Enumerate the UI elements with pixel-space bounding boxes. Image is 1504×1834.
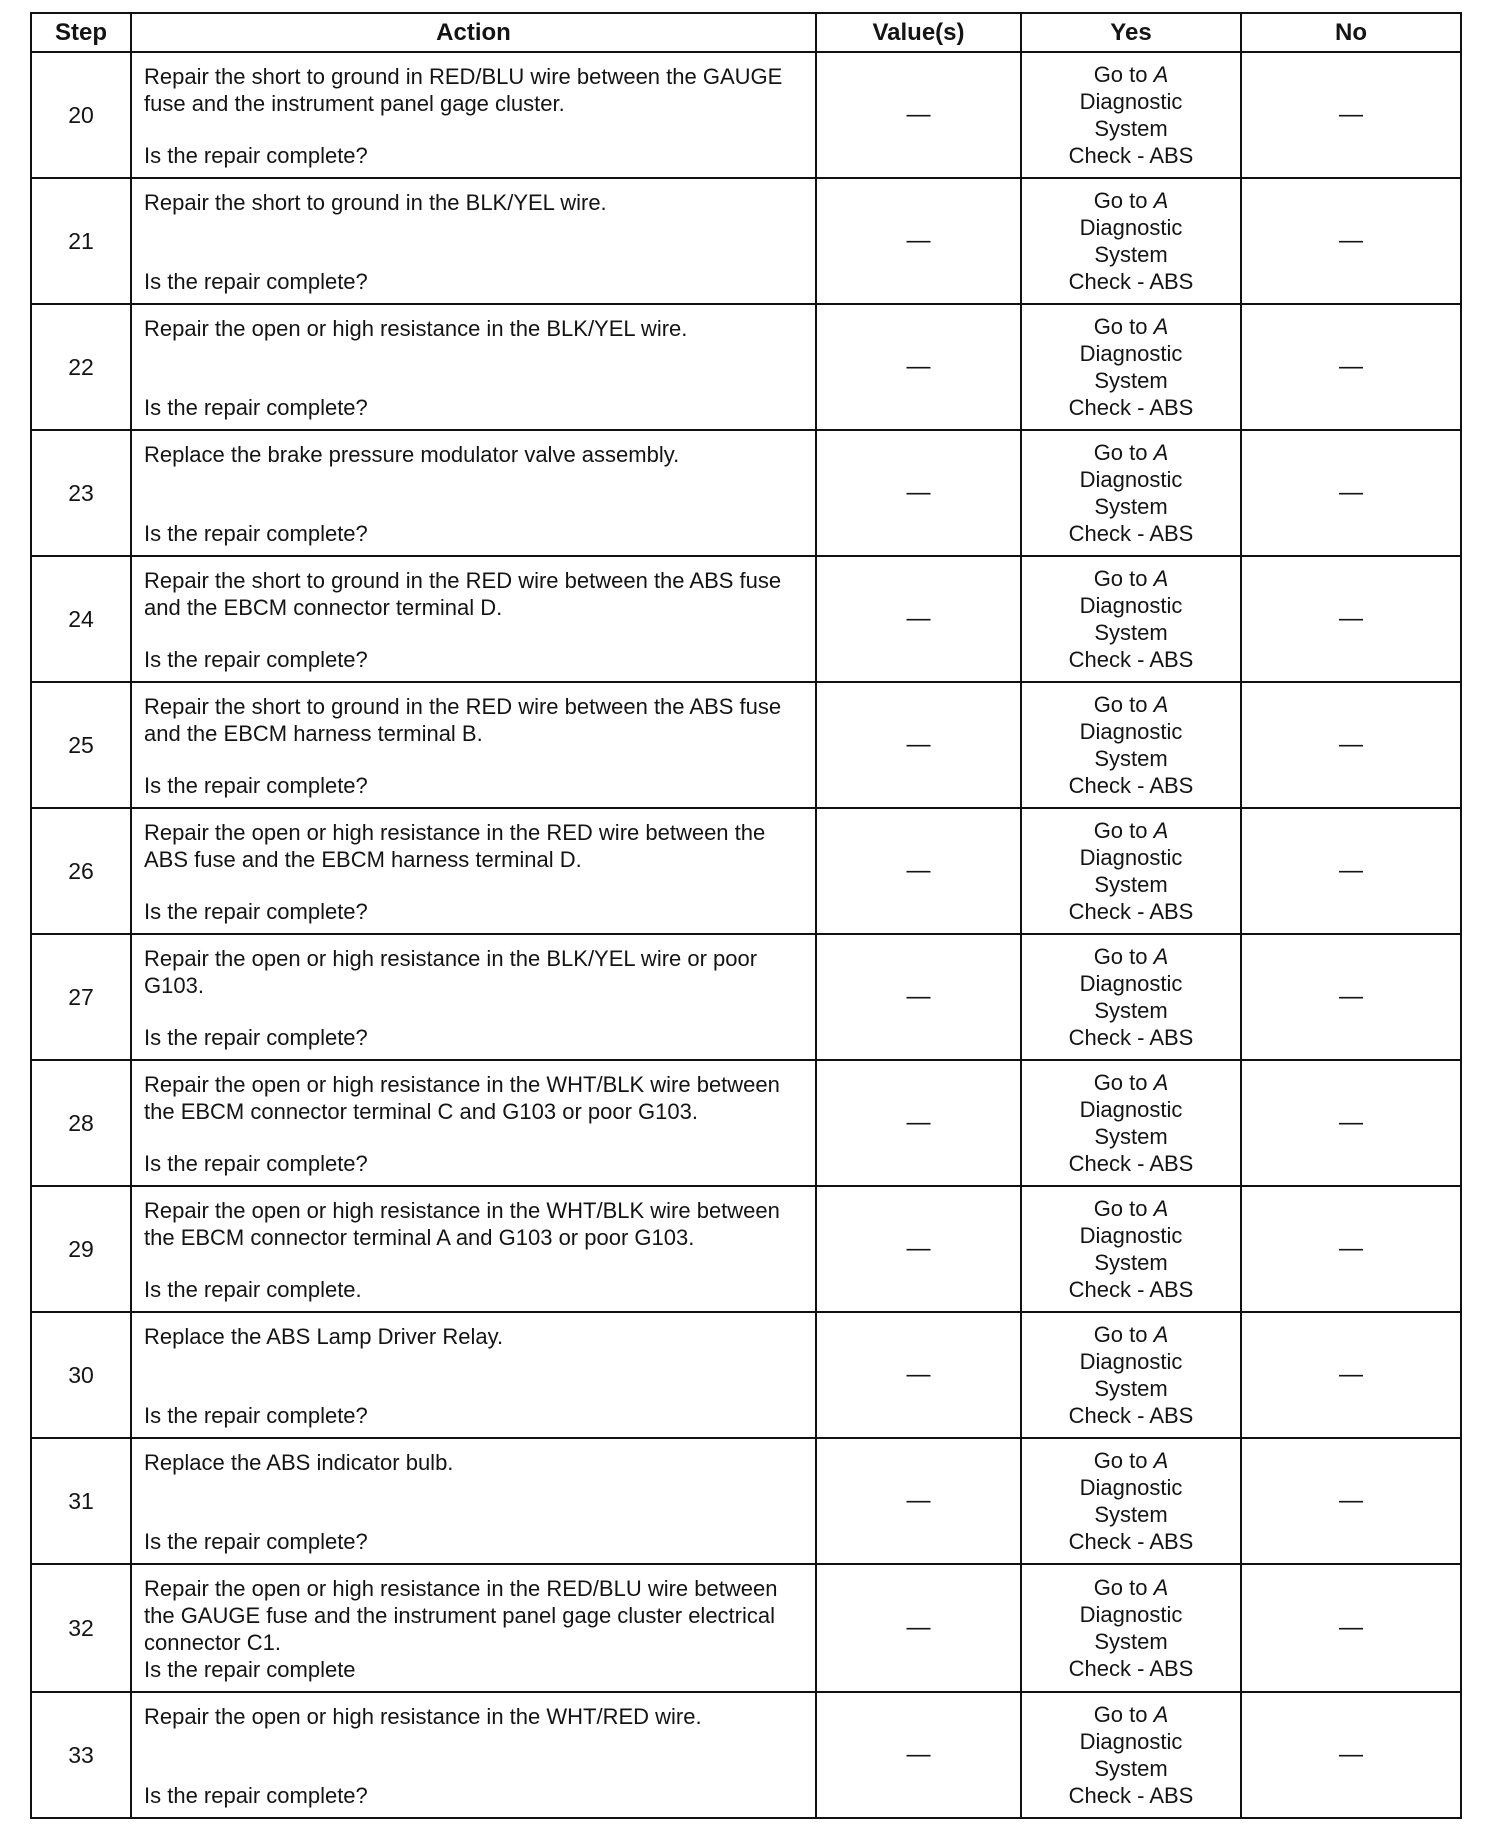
action-cell: [131, 1692, 816, 1818]
yes-system: System: [1094, 1376, 1168, 1401]
no-cell: [1241, 52, 1461, 178]
value-text: —: [906, 1235, 931, 1262]
step-number-text: 33: [68, 1741, 94, 1768]
yes-system: System: [1094, 1629, 1168, 1654]
no-text: —: [1339, 1487, 1363, 1514]
diagnostic-table-sheet: [30, 12, 1460, 1819]
yes-system: System: [1094, 368, 1168, 393]
action-content: [144, 1197, 801, 1303]
action-question: Is the repair complete: [144, 1657, 356, 1682]
value-text: —: [906, 731, 931, 758]
action-question: Is the repair complete?: [144, 1151, 368, 1176]
action-content: [144, 819, 801, 925]
action-cell: [131, 682, 816, 808]
yes-cell: [1021, 52, 1241, 178]
action-cell: [131, 52, 816, 178]
action-text: Repair the open or high resistance in the RED/BLU wire between the GAUGE fuse and the instrument panel gage cluster electrical connector C1.: [144, 1576, 778, 1655]
yes-cell: [1021, 556, 1241, 682]
yes-check-abs: Check - ABS: [1068, 1151, 1194, 1176]
step-number-text: 21: [68, 227, 94, 254]
yes-line-1: [1022, 565, 1240, 592]
yes-line-1: [1022, 313, 1240, 340]
action-question: Is the repair complete?: [144, 1025, 368, 1050]
col-header-values: Value(s): [816, 13, 1021, 52]
no-cell: [1241, 1564, 1461, 1692]
col-header-yes: Yes: [1021, 13, 1241, 52]
value-cell: [816, 52, 1021, 178]
action-question: Is the repair complete?: [144, 521, 368, 546]
action-text: Repair the short to ground in the RED wire between the ABS fuse and the EBCM harness terminal B.: [144, 694, 782, 746]
yes-line-1: [1022, 1195, 1240, 1222]
step-number-text: 20: [68, 101, 94, 128]
yes-system: System: [1094, 998, 1168, 1023]
action-text: Replace the ABS indicator bulb.: [144, 1450, 454, 1475]
step-number-text: 32: [68, 1614, 94, 1641]
value-text: —: [906, 479, 931, 506]
yes-line-1: [1022, 61, 1240, 88]
yes-diagnostic: Diagnostic: [1079, 89, 1183, 114]
yes-go-to: Go to: [1093, 62, 1148, 87]
action-content: [144, 315, 801, 421]
yes-line-1: [1022, 1069, 1240, 1096]
action-text: Repair the open or high resistance in the BLK/YEL wire or poor G103.: [144, 946, 758, 998]
yes-check-abs: Check - ABS: [1068, 1277, 1194, 1302]
yes-a: A: [1153, 818, 1169, 843]
value-text: —: [906, 101, 931, 128]
value-text: —: [906, 1109, 931, 1136]
action-text: Repair the open or high resistance in the WHT/RED wire.: [144, 1704, 702, 1729]
yes-go-to: Go to: [1093, 1196, 1148, 1221]
yes-check-abs: Check - ABS: [1068, 1529, 1194, 1554]
no-cell: [1241, 934, 1461, 1060]
col-header-action: Action: [131, 13, 816, 52]
table-row: [31, 1564, 1461, 1692]
value-cell: [816, 1692, 1021, 1818]
yes-check-abs: Check - ABS: [1068, 521, 1194, 546]
yes-cell: [1021, 1438, 1241, 1564]
step-number: [31, 1060, 131, 1186]
step-number-text: 24: [68, 605, 94, 632]
yes-go-to: Go to: [1093, 944, 1148, 969]
no-cell: [1241, 1692, 1461, 1818]
action-question: Is the repair complete.: [144, 1277, 362, 1302]
action-question: Is the repair complete?: [144, 1783, 368, 1808]
action-question: Is the repair complete?: [144, 647, 368, 672]
value-text: —: [906, 857, 931, 884]
table-row: [31, 1438, 1461, 1564]
table-row: [31, 1060, 1461, 1186]
table-row: [31, 934, 1461, 1060]
value-text: —: [906, 1487, 931, 1514]
step-number: [31, 556, 131, 682]
value-cell: [816, 934, 1021, 1060]
yes-go-to: Go to: [1093, 188, 1148, 213]
step-number: [31, 934, 131, 1060]
table-row: [31, 178, 1461, 304]
action-text: Repair the short to ground in RED/BLU wire between the GAUGE fuse and the instrument panel gage cluster.: [144, 64, 783, 116]
yes-go-to: Go to: [1093, 692, 1148, 717]
yes-go-to: Go to: [1093, 1575, 1148, 1600]
no-text: —: [1339, 1741, 1363, 1768]
yes-cell: [1021, 1186, 1241, 1312]
action-text: Replace the ABS Lamp Driver Relay.: [144, 1324, 504, 1349]
table-row: [31, 808, 1461, 934]
action-question: Is the repair complete?: [144, 269, 368, 294]
yes-a: A: [1153, 440, 1169, 465]
yes-a: A: [1153, 1070, 1169, 1095]
yes-line-1: [1022, 943, 1240, 970]
yes-cell: [1021, 1060, 1241, 1186]
yes-go-to: Go to: [1093, 1070, 1148, 1095]
value-cell: [816, 304, 1021, 430]
action-question: Is the repair complete?: [144, 773, 368, 798]
yes-cell: [1021, 178, 1241, 304]
value-text: —: [906, 1361, 931, 1388]
yes-cell: [1021, 1692, 1241, 1818]
yes-check-abs: Check - ABS: [1068, 647, 1194, 672]
yes-check-abs: Check - ABS: [1068, 1025, 1194, 1050]
yes-cell: [1021, 682, 1241, 808]
value-cell: [816, 178, 1021, 304]
yes-system: System: [1094, 242, 1168, 267]
step-number-text: 25: [68, 731, 94, 758]
action-cell: [131, 1564, 816, 1692]
action-cell: [131, 430, 816, 556]
yes-cell: [1021, 1564, 1241, 1692]
step-number: [31, 178, 131, 304]
value-cell: [816, 1060, 1021, 1186]
yes-line-1: [1022, 1574, 1240, 1601]
action-cell: [131, 934, 816, 1060]
yes-go-to: Go to: [1093, 1448, 1148, 1473]
action-cell: [131, 1186, 816, 1312]
yes-diagnostic: Diagnostic: [1079, 1729, 1183, 1754]
no-text: —: [1339, 1614, 1363, 1641]
yes-line-1: [1022, 1447, 1240, 1474]
value-text: —: [906, 983, 931, 1010]
step-number-text: 22: [68, 353, 94, 380]
table-row: [31, 304, 1461, 430]
step-number-text: 30: [68, 1361, 94, 1388]
action-content: [144, 693, 801, 799]
step-number-text: 31: [68, 1487, 94, 1514]
table-row: [31, 1692, 1461, 1818]
yes-cell: [1021, 304, 1241, 430]
action-content: [144, 63, 801, 169]
yes-line-1: [1022, 187, 1240, 214]
no-text: —: [1339, 227, 1363, 254]
no-text: —: [1339, 731, 1363, 758]
value-cell: [816, 430, 1021, 556]
yes-cell: [1021, 1312, 1241, 1438]
step-number: [31, 304, 131, 430]
value-text: —: [906, 1741, 931, 1768]
action-content: [144, 1071, 801, 1177]
no-text: —: [1339, 857, 1363, 884]
yes-system: System: [1094, 872, 1168, 897]
action-question: Is the repair complete?: [144, 1529, 368, 1554]
yes-system: System: [1094, 1250, 1168, 1275]
no-text: —: [1339, 605, 1363, 632]
step-number: [31, 1186, 131, 1312]
yes-a: A: [1153, 566, 1169, 591]
yes-check-abs: Check - ABS: [1068, 143, 1194, 168]
yes-system: System: [1094, 116, 1168, 141]
yes-cell: [1021, 430, 1241, 556]
yes-a: A: [1153, 314, 1169, 339]
step-number-text: 27: [68, 983, 94, 1010]
action-question: Is the repair complete?: [144, 395, 368, 420]
no-cell: [1241, 430, 1461, 556]
yes-system: System: [1094, 1502, 1168, 1527]
yes-go-to: Go to: [1093, 314, 1148, 339]
yes-check-abs: Check - ABS: [1068, 1783, 1194, 1808]
step-number: [31, 1692, 131, 1818]
yes-line-1: [1022, 817, 1240, 844]
yes-check-abs: Check - ABS: [1068, 395, 1194, 420]
action-content: [144, 945, 801, 1051]
col-header-step: Step: [31, 13, 131, 52]
yes-system: System: [1094, 1124, 1168, 1149]
yes-a: A: [1153, 692, 1169, 717]
yes-check-abs: Check - ABS: [1068, 1656, 1194, 1681]
yes-go-to: Go to: [1093, 566, 1148, 591]
step-number: [31, 682, 131, 808]
step-number: [31, 1564, 131, 1692]
action-content: [144, 441, 801, 547]
action-content: [144, 1449, 801, 1555]
diagnostic-table: [30, 12, 1462, 1819]
yes-check-abs: Check - ABS: [1068, 1403, 1194, 1428]
step-number: [31, 1438, 131, 1564]
yes-go-to: Go to: [1093, 440, 1148, 465]
step-number: [31, 52, 131, 178]
value-cell: [816, 682, 1021, 808]
no-text: —: [1339, 983, 1363, 1010]
action-content: [144, 1323, 801, 1429]
yes-a: A: [1153, 1196, 1169, 1221]
value-cell: [816, 1564, 1021, 1692]
yes-diagnostic: Diagnostic: [1079, 467, 1183, 492]
action-text: Repair the open or high resistance in the RED wire between the ABS fuse and the EBCM harness terminal D.: [144, 820, 766, 872]
yes-diagnostic: Diagnostic: [1079, 593, 1183, 618]
value-text: —: [906, 605, 931, 632]
action-content: [144, 189, 801, 295]
no-cell: [1241, 1438, 1461, 1564]
yes-line-1: [1022, 1701, 1240, 1728]
step-number-text: 29: [68, 1235, 94, 1262]
table-row: [31, 52, 1461, 178]
table-body: [31, 52, 1461, 1818]
action-content: [144, 1575, 801, 1683]
yes-diagnostic: Diagnostic: [1079, 1349, 1183, 1374]
table-row: [31, 1312, 1461, 1438]
value-cell: [816, 556, 1021, 682]
header-row: [31, 13, 1461, 52]
no-text: —: [1339, 353, 1363, 380]
yes-cell: [1021, 808, 1241, 934]
yes-system: System: [1094, 1756, 1168, 1781]
action-cell: [131, 1312, 816, 1438]
yes-system: System: [1094, 494, 1168, 519]
yes-a: A: [1153, 944, 1169, 969]
value-cell: [816, 1186, 1021, 1312]
value-text: —: [906, 1614, 931, 1641]
action-content: [144, 567, 801, 673]
action-question: Is the repair complete?: [144, 899, 368, 924]
no-cell: [1241, 682, 1461, 808]
action-question: Is the repair complete?: [144, 1403, 368, 1428]
yes-a: A: [1153, 1702, 1169, 1727]
yes-diagnostic: Diagnostic: [1079, 971, 1183, 996]
yes-check-abs: Check - ABS: [1068, 773, 1194, 798]
step-number-text: 23: [68, 479, 94, 506]
yes-diagnostic: Diagnostic: [1079, 341, 1183, 366]
no-cell: [1241, 1312, 1461, 1438]
action-text: Repair the open or high resistance in the BLK/YEL wire.: [144, 316, 688, 341]
no-text: —: [1339, 1361, 1363, 1388]
table-row: [31, 556, 1461, 682]
no-text: —: [1339, 1235, 1363, 1262]
yes-go-to: Go to: [1093, 818, 1148, 843]
yes-diagnostic: Diagnostic: [1079, 1602, 1183, 1627]
no-cell: [1241, 556, 1461, 682]
action-content: [144, 1703, 801, 1809]
yes-diagnostic: Diagnostic: [1079, 845, 1183, 870]
yes-line-1: [1022, 439, 1240, 466]
yes-system: System: [1094, 620, 1168, 645]
no-text: —: [1339, 101, 1363, 128]
action-text: Repair the short to ground in the BLK/YEL wire.: [144, 190, 607, 215]
yes-check-abs: Check - ABS: [1068, 269, 1194, 294]
action-question: Is the repair complete?: [144, 143, 368, 168]
yes-line-1: [1022, 691, 1240, 718]
step-number: [31, 1312, 131, 1438]
yes-system: System: [1094, 746, 1168, 771]
action-cell: [131, 808, 816, 934]
value-text: —: [906, 353, 931, 380]
yes-go-to: Go to: [1093, 1322, 1148, 1347]
action-text: Repair the open or high resistance in the WHT/BLK wire between the EBCM connector terminal C and G103 or poor G103.: [144, 1072, 780, 1124]
yes-a: A: [1153, 1448, 1169, 1473]
value-cell: [816, 808, 1021, 934]
yes-diagnostic: Diagnostic: [1079, 1097, 1183, 1122]
action-cell: [131, 1438, 816, 1564]
yes-check-abs: Check - ABS: [1068, 899, 1194, 924]
yes-line-1: [1022, 1321, 1240, 1348]
step-number: [31, 808, 131, 934]
yes-diagnostic: Diagnostic: [1079, 1475, 1183, 1500]
yes-diagnostic: Diagnostic: [1079, 1223, 1183, 1248]
action-cell: [131, 304, 816, 430]
step-number-text: 26: [68, 857, 94, 884]
yes-a: A: [1153, 62, 1169, 87]
no-cell: [1241, 178, 1461, 304]
col-header-no: No: [1241, 13, 1461, 52]
no-cell: [1241, 1060, 1461, 1186]
yes-cell: [1021, 934, 1241, 1060]
no-cell: [1241, 1186, 1461, 1312]
no-text: —: [1339, 479, 1363, 506]
value-text: —: [906, 227, 931, 254]
yes-a: A: [1153, 1575, 1169, 1600]
action-text: Repair the short to ground in the RED wire between the ABS fuse and the EBCM connector terminal D.: [144, 568, 782, 620]
no-cell: [1241, 808, 1461, 934]
table-row: [31, 682, 1461, 808]
action-cell: [131, 1060, 816, 1186]
action-text: Replace the brake pressure modulator valve assembly.: [144, 442, 680, 467]
yes-a: A: [1153, 188, 1169, 213]
yes-diagnostic: Diagnostic: [1079, 215, 1183, 240]
action-cell: [131, 556, 816, 682]
action-cell: [131, 178, 816, 304]
no-cell: [1241, 304, 1461, 430]
table-row: [31, 430, 1461, 556]
value-cell: [816, 1438, 1021, 1564]
step-number: [31, 430, 131, 556]
yes-a: A: [1153, 1322, 1169, 1347]
no-text: —: [1339, 1109, 1363, 1136]
value-cell: [816, 1312, 1021, 1438]
yes-diagnostic: Diagnostic: [1079, 719, 1183, 744]
step-number-text: 28: [68, 1109, 94, 1136]
table-row: [31, 1186, 1461, 1312]
yes-go-to: Go to: [1093, 1702, 1148, 1727]
action-text: Repair the open or high resistance in the WHT/BLK wire between the EBCM connector terminal A and G103 or poor G103.: [144, 1198, 780, 1250]
